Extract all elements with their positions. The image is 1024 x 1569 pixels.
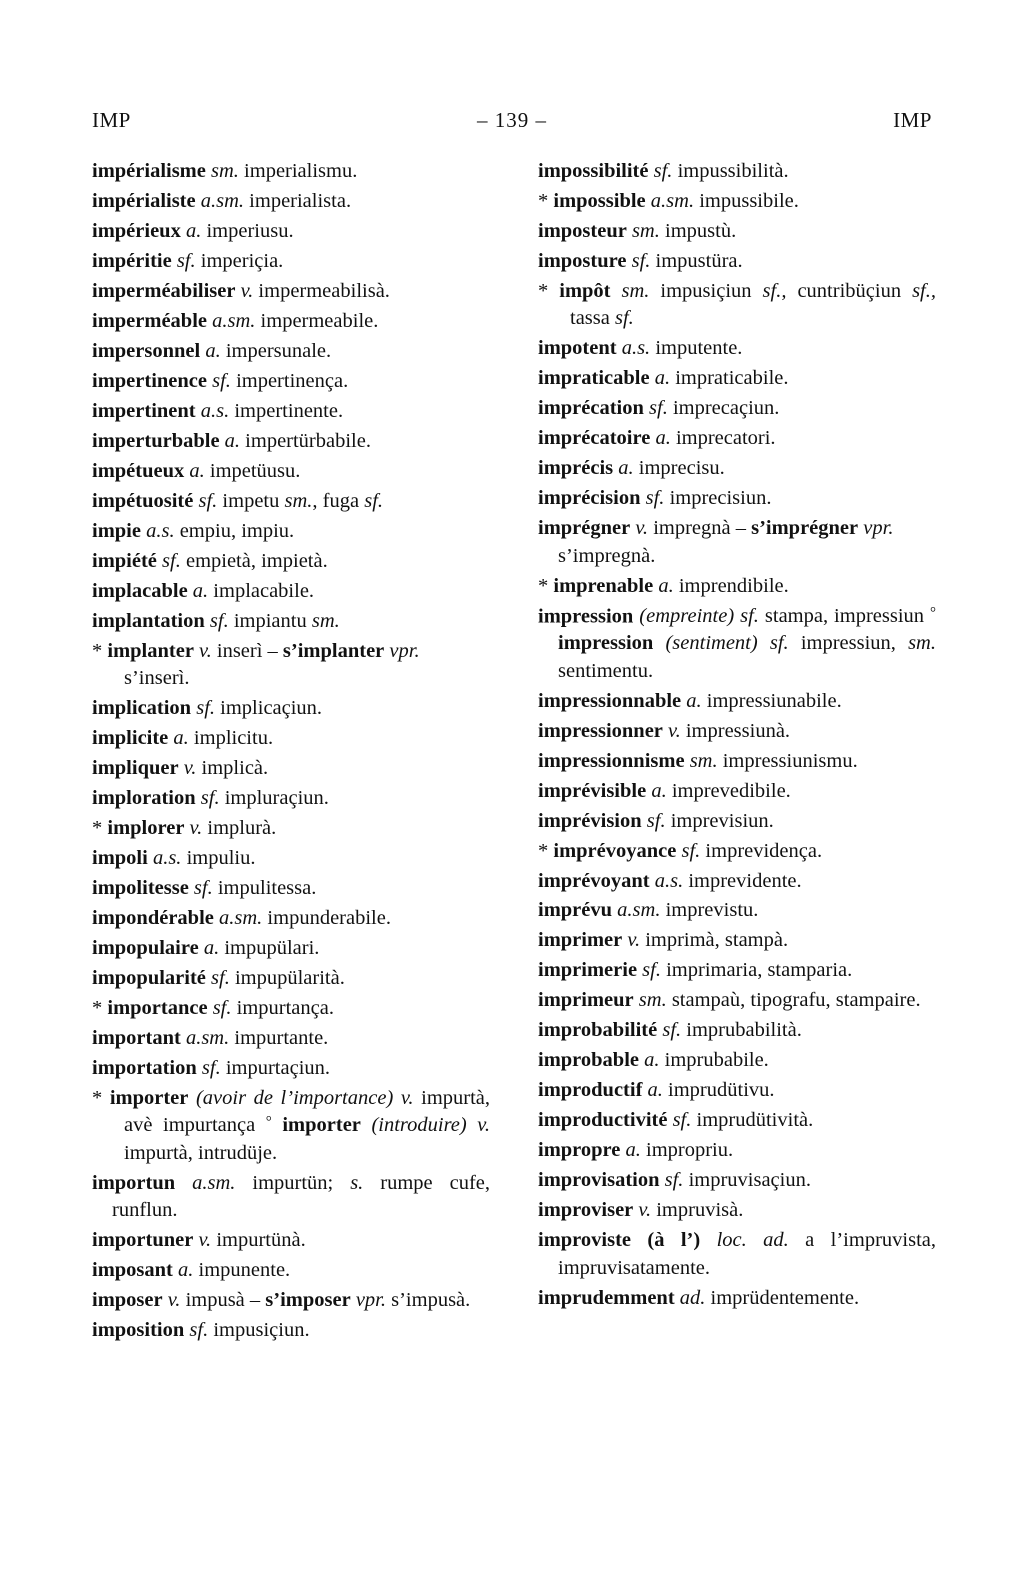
entry-definition: a. imprudütivu.	[647, 1079, 775, 1102]
entry-definition: sf. imprevidença.	[681, 839, 823, 862]
dictionary-entry	[538, 1227, 936, 1282]
entry-definition: a. impupülari.	[203, 936, 320, 959]
entry-headword: implantation	[92, 609, 205, 632]
running-head-left: IMP	[92, 108, 131, 132]
entry-headword: imprécation	[538, 397, 644, 420]
entry-headword: implacable	[92, 579, 188, 602]
entry-definition: a. impraticabile.	[654, 367, 789, 390]
entry-definition: v. impruvisà.	[638, 1199, 744, 1222]
dictionary-entry	[538, 158, 936, 185]
dictionary-entry	[92, 1085, 490, 1168]
entry-definition: a.s. imprevidente.	[654, 869, 802, 892]
entry-definition: v. imprimà, stampà.	[627, 929, 789, 952]
asterisk-marker: *	[538, 839, 554, 862]
entry-definition: sf. impluraçiun.	[200, 786, 329, 809]
entry-headword: impolitesse	[92, 876, 189, 899]
entry-headword: implanter	[107, 639, 194, 662]
dictionary-entry	[538, 278, 936, 333]
dictionary-entry	[92, 158, 490, 185]
dictionary-entry	[538, 425, 936, 452]
dictionary-entry	[92, 845, 490, 872]
dictionary-entry	[92, 1055, 490, 1082]
dictionary-entry	[538, 688, 936, 715]
entry-definition: a. imperiusu.	[185, 219, 294, 242]
page-number: – 139 –	[477, 108, 547, 132]
entry-headword: imposition	[92, 1319, 185, 1342]
dictionary-entry	[538, 188, 936, 215]
entry-headword: impôt	[559, 279, 611, 302]
dictionary-entry	[92, 815, 490, 842]
entry-definition: sf. impiantu sm.	[209, 609, 340, 632]
right-column	[538, 158, 936, 1347]
dictionary-entry	[538, 515, 936, 570]
dictionary-entry	[538, 395, 936, 422]
dictionary-entry	[92, 578, 490, 605]
left-column	[92, 158, 490, 1347]
entry-headword: impotent	[538, 337, 617, 360]
dictionary-entry	[538, 573, 936, 600]
entry-definition: sf. impurtaçiun.	[201, 1056, 331, 1079]
entry-definition: sm. impusiçiun sf., cuntribüçiun sf., tassa sf.	[570, 279, 937, 330]
entry-definition: v. implurà.	[189, 816, 277, 839]
entry-definition: a.sm. impussibile.	[650, 189, 799, 212]
entry-headword: imploration	[92, 786, 196, 809]
entry-definition: a. impersunale.	[205, 339, 332, 362]
entry-headword: imprévu	[538, 899, 613, 922]
entry-headword: imprévisible	[538, 779, 647, 802]
dictionary-entry	[538, 1017, 936, 1044]
dictionary-entry	[92, 785, 490, 812]
entry-headword: impliquer	[92, 756, 179, 779]
entry-definition: sf. impulitessa.	[193, 876, 317, 899]
dictionary-entry	[538, 1047, 936, 1074]
dictionary-entry	[538, 485, 936, 512]
dictionary-entry	[538, 335, 936, 362]
entry-definition: sf. impruvisaçiun.	[664, 1169, 811, 1192]
entry-headword: impie	[92, 519, 141, 542]
entry-definition: sf. impupülarità.	[211, 966, 345, 989]
entry-definition: sf. impussibilità.	[653, 160, 789, 182]
entry-definition: sf. impetu sm., fuga sf.	[198, 489, 384, 512]
asterisk-marker: *	[538, 279, 560, 302]
entry-headword: impossibilité	[538, 160, 649, 182]
entry-definition: a. impressiunabile.	[686, 689, 842, 712]
entry-headword: impertinence	[92, 369, 207, 392]
dictionary-entry	[538, 1107, 936, 1134]
entry-headword: improductif	[538, 1079, 643, 1102]
entry-headword: impropre	[538, 1139, 621, 1162]
dictionary-entry	[538, 897, 936, 924]
entry-definition: sm. stampaù, tipografu, stampaire.	[638, 989, 921, 1012]
dictionary-entry	[538, 927, 936, 954]
entry-definition: sm. impustù.	[631, 219, 737, 242]
entry-definition: sf. implicaçiun.	[196, 696, 323, 719]
entry-definition: a.s. imputente.	[621, 337, 743, 360]
entry-definition: sf. imprudütività.	[672, 1109, 814, 1132]
dictionary-entry	[538, 957, 936, 984]
entry-headword: importun	[92, 1171, 176, 1194]
entry-headword: imprimeur	[538, 989, 634, 1012]
entry-headword: imposer	[92, 1289, 163, 1312]
asterisk-marker: *	[92, 639, 108, 662]
dictionary-entry	[92, 638, 490, 693]
dictionary-entry	[92, 995, 490, 1022]
running-head-right: IMP	[893, 108, 932, 132]
entry-definition: loc. ad. a l’impruvista, impruvisatamente.	[558, 1229, 936, 1279]
dictionary-entry	[538, 218, 936, 245]
dictionary-entry	[92, 905, 490, 932]
entry-definition: sm. impressiunismu.	[689, 749, 858, 772]
entry-headword: importance	[107, 996, 208, 1019]
entry-definition: a. imprecatori.	[655, 427, 776, 450]
entry-definition: a.s. impuliu.	[152, 846, 256, 869]
entry-definition: a. implacabile.	[192, 579, 315, 602]
entry-headword: imposture	[538, 249, 627, 272]
entry-definition: a. imprubabile.	[644, 1049, 769, 1072]
dictionary-entry	[92, 188, 490, 215]
dictionary-entry	[92, 428, 490, 455]
entry-headword: impétuosité	[92, 489, 194, 512]
entry-headword: imperméabiliser	[92, 279, 236, 302]
entry-headword: impopularité	[92, 966, 206, 989]
entry-headword: impérialiste	[92, 189, 196, 212]
entry-definition: v. inserì – s’implanter vpr. s’inserì.	[124, 639, 420, 689]
entry-headword: improvisation	[538, 1169, 660, 1192]
entry-headword: impiété	[92, 549, 157, 572]
dictionary-entry	[538, 838, 936, 865]
dictionary-entry	[92, 398, 490, 425]
page-header	[92, 108, 932, 133]
dictionary-entry	[538, 1285, 936, 1312]
entry-definition: a. impertürbabile.	[224, 429, 371, 452]
entry-headword: imposant	[92, 1259, 173, 1282]
dictionary-entry	[538, 365, 936, 392]
dictionary-entry	[92, 1227, 490, 1254]
entry-definition: a. impunente.	[178, 1259, 291, 1282]
entry-headword: improductivité	[538, 1109, 668, 1132]
entry-headword: impraticable	[538, 367, 650, 390]
entry-definition: v. impregnà – s’imprégner vpr. s’impregnà.	[558, 517, 894, 567]
entry-headword: impressionnisme	[538, 749, 685, 772]
entry-headword: improviser	[538, 1199, 634, 1222]
entry-headword: imprévoyance	[553, 839, 677, 862]
asterisk-marker: *	[538, 189, 554, 212]
entry-definition: a. implicitu.	[173, 726, 274, 749]
entry-definition: a. imprecisu.	[618, 457, 725, 480]
entry-definition: a. impropriu.	[625, 1139, 734, 1162]
dictionary-entry	[538, 748, 936, 775]
entry-headword: impétueux	[92, 459, 185, 482]
dictionary-entry	[92, 1317, 490, 1344]
dictionary-entry	[92, 338, 490, 365]
dictionary-entry	[538, 1167, 936, 1194]
entry-definition: sf. imprevisiun.	[646, 809, 774, 832]
dictionary-entry	[538, 987, 936, 1014]
entry-headword: impressionner	[538, 719, 663, 742]
dictionary-entry	[538, 718, 936, 745]
entry-headword: impossible	[553, 189, 646, 212]
dictionary-entry	[538, 455, 936, 482]
entry-headword: impressionnable	[538, 689, 682, 712]
entry-headword: imprécis	[538, 457, 614, 480]
entry-headword: impertinent	[92, 399, 196, 422]
entry-headword: imprudemment	[538, 1286, 675, 1309]
entry-definition: v. impressiunà.	[668, 719, 791, 742]
entry-headword: imprimer	[538, 929, 623, 952]
dictionary-entry	[538, 808, 936, 835]
entry-headword: imprégner	[538, 517, 631, 540]
dictionary-entry	[92, 935, 490, 962]
dictionary-entry	[92, 548, 490, 575]
dictionary-entry	[92, 1257, 490, 1284]
asterisk-marker: *	[92, 996, 108, 1019]
entry-headword: imprévision	[538, 809, 642, 832]
dictionary-entry	[92, 218, 490, 245]
entry-definition: a.sm. impermeabile.	[212, 309, 379, 332]
entry-headword: implicite	[92, 726, 169, 749]
entry-definition: sf. impertinença.	[212, 369, 349, 392]
entry-headword: important	[92, 1026, 181, 1049]
entry-definition: (avoir de l’importance) v. impurtà, avè impurtança ° importer (introduire) v. impurtà, intrudüje.	[124, 1086, 491, 1164]
entry-headword: importuner	[92, 1229, 194, 1252]
entry-definition: sf. imperiçia.	[176, 249, 284, 272]
entry-headword: impersonnel	[92, 339, 201, 362]
entry-definition: v. impurtünà.	[198, 1229, 306, 1252]
entry-headword: implication	[92, 696, 192, 719]
entry-definition: a. impetüusu.	[189, 459, 301, 482]
entry-headword: imprécision	[538, 487, 641, 510]
dictionary-entry	[538, 603, 936, 686]
entry-headword: imprévoyant	[538, 869, 650, 892]
dictionary-entry	[538, 1197, 936, 1224]
entry-headword: impopulaire	[92, 936, 199, 959]
entry-definition: sf. impusiçiun.	[189, 1319, 310, 1342]
entry-headword: impérieux	[92, 219, 181, 242]
entry-definition: a.sm. imperialista.	[200, 189, 352, 212]
entry-definition: a.sm. imprevistu.	[617, 899, 759, 922]
entry-headword: imperméable	[92, 309, 207, 332]
entry-headword: implorer	[107, 816, 185, 839]
entry-headword: importation	[92, 1056, 197, 1079]
entry-definition: a. imprendibile.	[658, 574, 789, 597]
dictionary-entry	[92, 368, 490, 395]
entry-definition: sf. impurtança.	[212, 996, 334, 1019]
entry-headword: impérialisme	[92, 160, 206, 182]
entry-headword: importer	[109, 1086, 189, 1109]
dictionary-entry	[92, 755, 490, 782]
dictionary-entry	[92, 518, 490, 545]
entry-definition: sf. imprimaria, stamparia.	[642, 959, 853, 982]
dictionary-entry	[92, 488, 490, 515]
entry-headword: imperturbable	[92, 429, 220, 452]
dictionary-entry	[92, 1170, 490, 1225]
entry-headword: imprimerie	[538, 959, 638, 982]
dictionary-entry	[92, 308, 490, 335]
entry-definition: sf. impustüra.	[631, 249, 743, 272]
entry-definition: v. impusà – s’imposer vpr. s’impusà.	[167, 1289, 471, 1312]
entry-definition: v. implicà.	[183, 756, 269, 779]
dictionary-entry	[92, 965, 490, 992]
dictionary-entry	[92, 608, 490, 635]
entry-definition: a.s. empiu, impiu.	[146, 519, 295, 542]
entry-definition: sf. imprecisiun.	[645, 487, 772, 510]
two-column-body	[92, 158, 936, 1347]
entry-definition: ad. imprüdentemente.	[679, 1286, 860, 1309]
dictionary-entry	[92, 458, 490, 485]
entry-headword: imprenable	[553, 574, 654, 597]
entry-headword: imprécatoire	[538, 427, 651, 450]
entry-definition: sm. imperialismu.	[211, 160, 358, 182]
entry-definition: a. imprevedibile.	[651, 779, 791, 802]
entry-headword: impondérable	[92, 906, 214, 929]
entry-definition: a.sm. impunderabile.	[219, 906, 391, 929]
asterisk-marker: *	[538, 574, 554, 597]
dictionary-entry	[92, 248, 490, 275]
asterisk-marker: *	[92, 816, 108, 839]
dictionary-entry	[538, 868, 936, 895]
entry-headword: impression	[538, 604, 634, 627]
dictionary-entry	[92, 1287, 490, 1314]
entry-definition: sf. imprecaçiun.	[649, 397, 780, 420]
dictionary-entry	[92, 1025, 490, 1052]
entry-definition: a.sm. impurtante.	[185, 1026, 329, 1049]
entry-headword: impoli	[92, 846, 148, 869]
entry-headword: improviste (à l’)	[538, 1229, 701, 1252]
dictionary-entry	[538, 1137, 936, 1164]
dictionary-entry	[92, 695, 490, 722]
dictionary-entry	[92, 725, 490, 752]
dictionary-entry	[92, 278, 490, 305]
entry-definition: sf. imprubabilità.	[662, 1019, 802, 1042]
entry-headword: impéritie	[92, 249, 172, 272]
entry-headword: imposteur	[538, 219, 627, 242]
entry-definition: v. impermeabilisà.	[240, 279, 390, 302]
dictionary-entry	[538, 1077, 936, 1104]
dictionary-entry	[538, 248, 936, 275]
entry-definition: a.sm. impurtün; s. rumpe cufe, runflun.	[112, 1171, 491, 1222]
entry-definition: sf. empietà, impietà.	[162, 549, 328, 572]
entry-definition: (empreinte) sf. stampa, impressiun ° impression (sentiment) sf. impressiun, sm. sentimentu.	[558, 604, 936, 682]
entry-definition: a.s. impertinente.	[200, 399, 344, 422]
entry-headword: improbabilité	[538, 1019, 658, 1042]
dictionary-entry	[538, 778, 936, 805]
dictionary-entry	[92, 875, 490, 902]
entry-headword: improbable	[538, 1049, 639, 1072]
asterisk-marker: *	[92, 1086, 110, 1109]
